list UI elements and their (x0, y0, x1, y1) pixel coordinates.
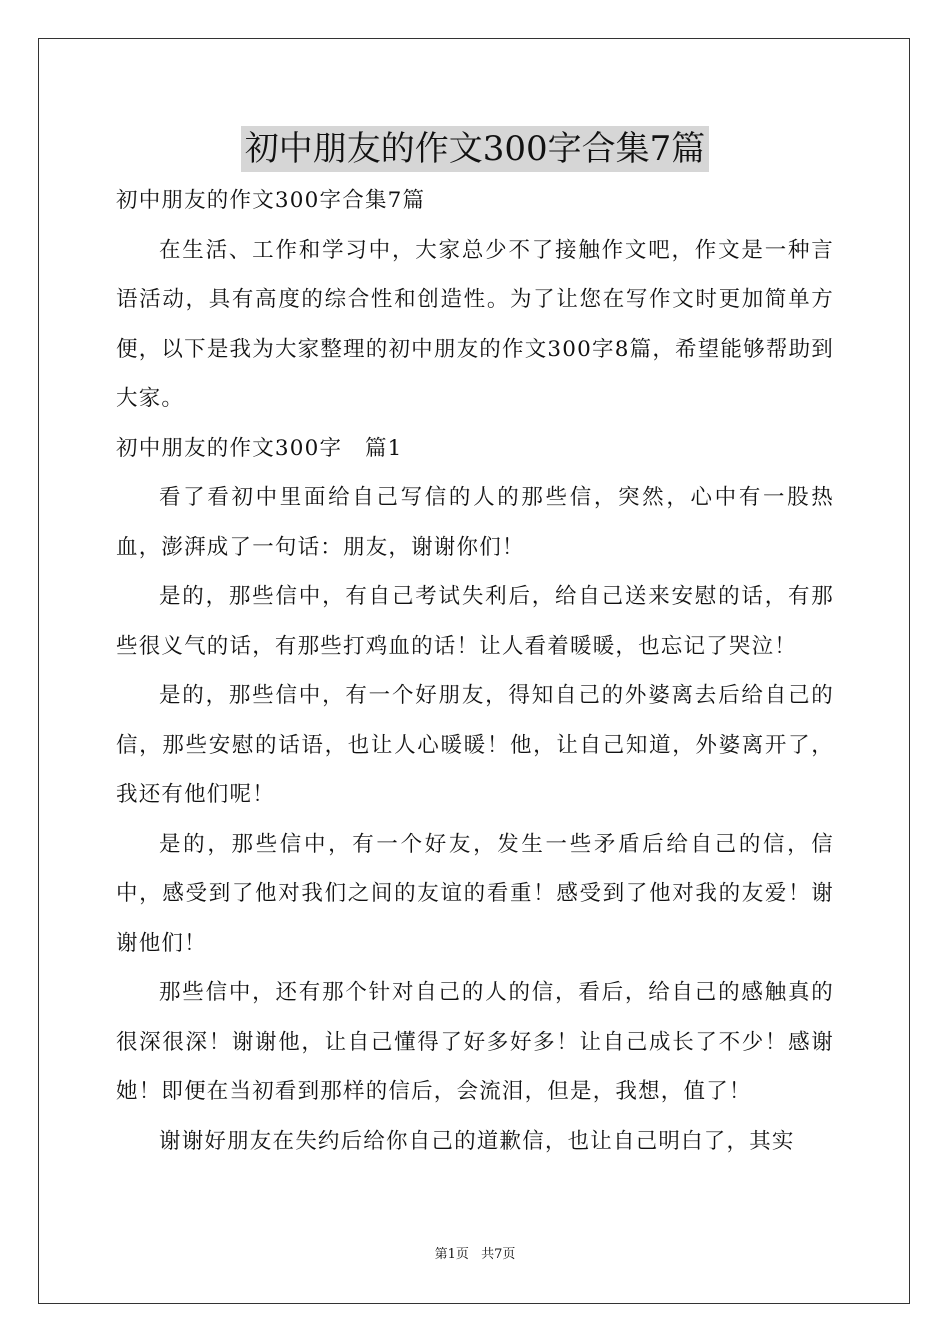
paragraph: 看了看初中里面给自己写信的人的那些信，突然，心中有一股热血，澎湃成了一句话：朋友，谢谢你们！ (116, 485, 834, 560)
paragraph: 谢谢好朋友在失约后给你自己的道歉信，也让自己明白了，其实 (159, 1128, 795, 1154)
section-heading: 初中朋友的作文300字 篇1 (116, 435, 403, 461)
paragraph: 是的，那些信中，有自己考试失利后，给自己送来安慰的话，有那些很义气的话，有那些打鸡血的话！让人看着暖暖，也忘记了哭泣！ (116, 584, 834, 659)
page-total: 共7页 (481, 1247, 516, 1262)
paragraph: 在生活、工作和学习中，大家总少不了接触作文吧，作文是一种言语活动，具有高度的综合性和创造性。为了让您在写作文时更加简单方便，以下是我为大家整理的初中朋友的作文300字8篇，希望能够帮助到大家。 (116, 237, 834, 411)
paragraph: 是的，那些信中，有一个好友，发生一些矛盾后给自己的信，信中，感受到了他对我们之间的友谊的看重！感受到了他对我的友爱！谢谢他们！ (116, 831, 834, 956)
paragraph: 是的，那些信中，有一个好朋友，得知自己的外婆离去后给自己的信，那些安慰的话语，也让人心暖暖！他，让自己知道，外婆离开了，我还有他们呢！ (116, 683, 834, 807)
document-subtitle: 初中朋友的作文300字合集7篇 (116, 188, 426, 213)
title-container (0, 126, 950, 172)
page-number: 第1页 (434, 1247, 469, 1262)
document-body (116, 176, 834, 1166)
page-footer (0, 1246, 950, 1264)
document-title: 初中朋友的作文300字合集7篇 (241, 126, 710, 172)
paragraph: 那些信中，还有那个针对自己的人的信，看后，给自己的感触真的很深很深！谢谢他，让自己懂得了好多好多！让自己成长了不少！感谢她！即便在当初看到那样的信后，会流泪，但是，我想，值了！ (116, 980, 834, 1104)
